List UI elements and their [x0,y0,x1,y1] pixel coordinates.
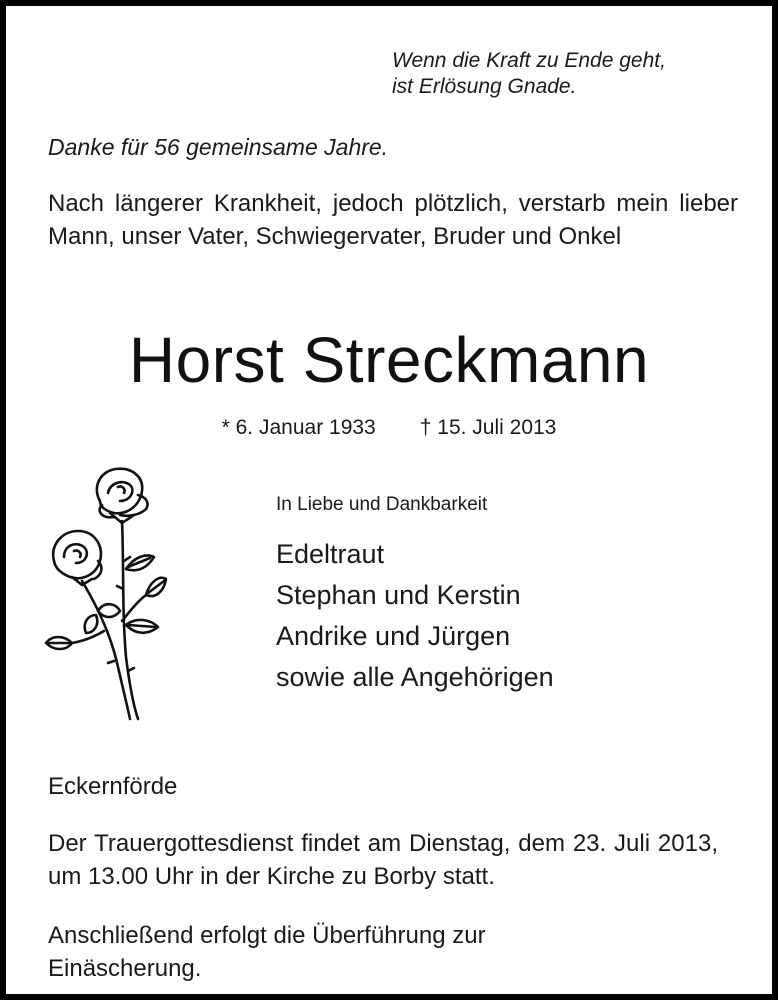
birth-date: * 6. Januar 1933 [221,416,376,439]
transfer-info: Anschließend erfolgt die Überführung zur Einäscherung. [48,922,486,982]
intro-paragraph: Nach längerer Krankheit, jedoch plötzlich, verstarb mein lieber Mann, unser Vater, Schwiegervater, Bruder und Onkel [48,190,738,250]
motto-line-2: ist Erlösung Gnade. [392,75,577,98]
place-name: Eckernförde [48,773,178,800]
mourners-list [276,534,554,698]
motto [392,48,666,100]
mourner-name: Stephan und Kerstin [276,580,521,610]
death-date: † 15. Juli 2013 [419,416,557,439]
life-dates [6,414,772,442]
rose-icon [42,461,168,723]
mourner-name: Andrike und Jürgen [276,621,511,651]
mourner-name: sowie alle Angehörigen [276,662,554,692]
motto-line-1: Wenn die Kraft zu Ende geht, [392,49,666,72]
dedication-line: In Liebe und Dankbarkeit [276,494,488,515]
deceased-name: Horst Streckmann [128,324,650,396]
thanks-line: Danke für 56 gemeinsame Jahre. [48,134,389,160]
mourner-name: Edeltraut [276,539,385,569]
service-info: Der Trauergottesdienst findet am Dienstag, dem 23. Juli 2013, um 13.00 Uhr in der Kirche zu Borby statt. [48,830,718,890]
